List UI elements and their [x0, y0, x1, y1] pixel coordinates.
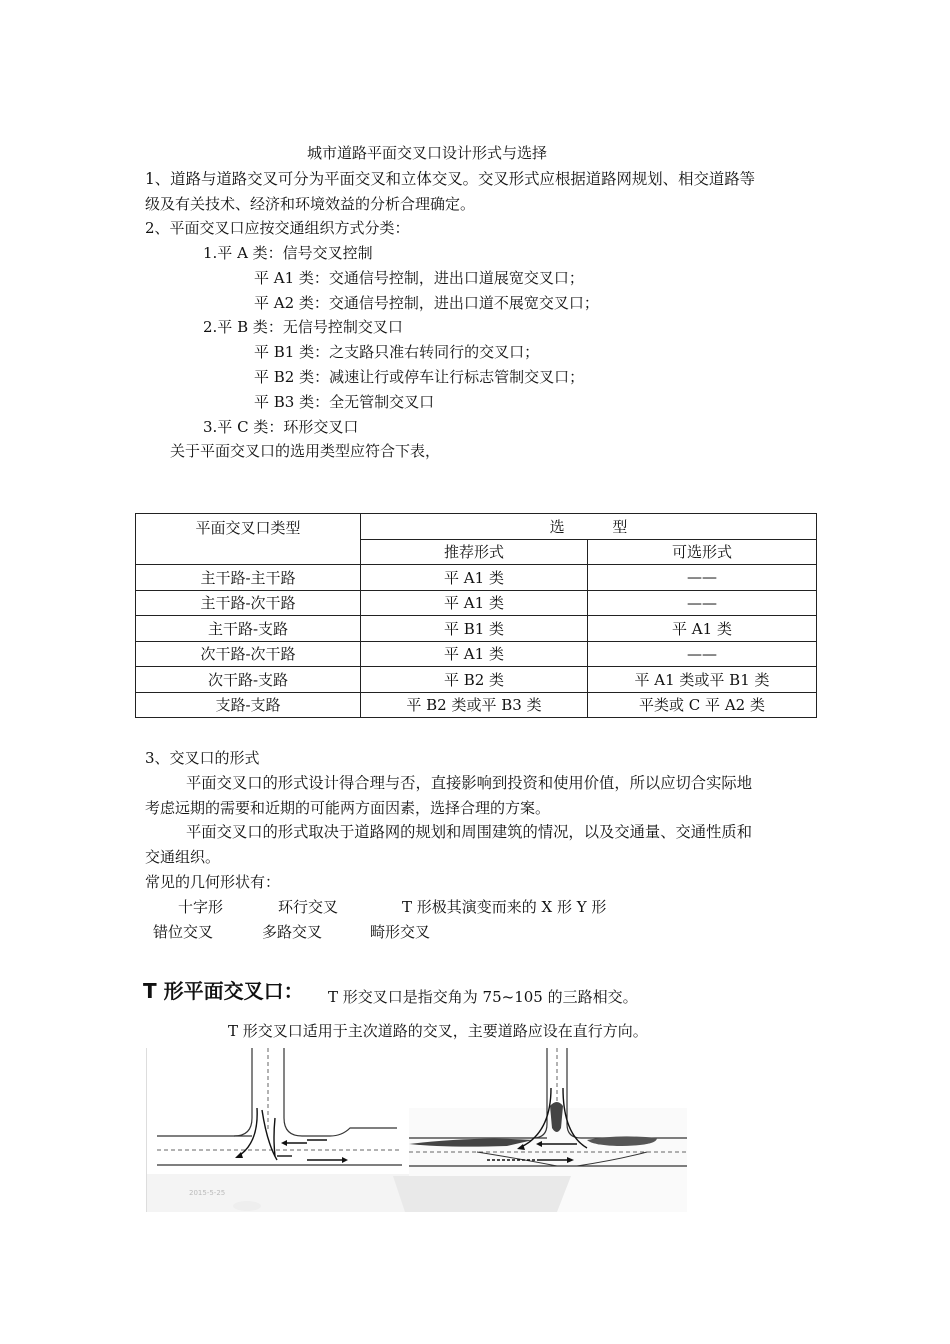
- shape-roundabout: 环行交叉: [278, 898, 339, 916]
- shape-t-derived: T 形极其演变而来的 X 形 Y 形: [402, 898, 607, 916]
- paragraph-1-line-1: 1、道路与道路交叉可分为平面交叉和立体交叉。交叉形式应根据道路网规划、相交道路等: [145, 170, 756, 188]
- row-recommended-cell: 平 B2 类: [361, 667, 588, 693]
- table-row: [136, 590, 817, 616]
- paragraph-1-line-2: 级及有关技术、经济和环境效益的分析合理确定。: [145, 195, 476, 213]
- row-recommended-cell: 平 A1 类: [361, 641, 588, 667]
- row-optional-cell: ——: [588, 590, 817, 616]
- row-recommended-cell: 平 A1 类: [361, 590, 588, 616]
- table-row: [136, 565, 817, 591]
- t-intersection-heading: T 形平面交叉口：: [143, 979, 304, 1003]
- row-type-cell: 次干路-支路: [136, 667, 361, 693]
- table-row: [136, 641, 817, 667]
- t-intersection-usage: T 形交叉口适用于主次道路的交叉，主要道路应设在直行方向。: [228, 1022, 648, 1040]
- row-type-cell: 主干路-支路: [136, 616, 361, 642]
- row-recommended-cell: 平 A1 类: [361, 565, 588, 591]
- intersection-selection-table: [135, 513, 817, 718]
- table-row: [136, 616, 817, 642]
- shape-cross: 十字形: [178, 898, 224, 916]
- class-b3: 平 B3 类：全无管制交叉口: [254, 393, 435, 411]
- row-type-cell: 次干路-次干路: [136, 641, 361, 667]
- row-optional-cell: 平 A1 类或平 B1 类: [588, 667, 817, 693]
- row-recommended-cell: 平 B1 类: [361, 616, 588, 642]
- row-type-cell: 主干路-主干路: [136, 565, 361, 591]
- table-row: [136, 667, 817, 693]
- paragraph-3a-line-1: 平面交叉口的形式设计得合理与否，直接影响到投资和使用价值，所以应切合实际地: [186, 774, 752, 792]
- paragraph-2: 2、平面交叉口应按交通组织方式分类：: [145, 219, 410, 237]
- class-b1: 平 B1 类：之支路只准右转同行的交叉口；: [254, 343, 540, 361]
- row-type-cell: 主干路-次干路: [136, 590, 361, 616]
- header-recommended: 推荐形式: [361, 539, 588, 565]
- paragraph-3a-line-2: 考虑远期的需要和近期的可能两方面因素，选择合理的方案。: [145, 799, 551, 817]
- shape-multi-way: 多路交叉: [262, 923, 323, 941]
- row-optional-cell: ——: [588, 641, 817, 667]
- row-type-cell: 支路-支路: [136, 692, 361, 718]
- page-title: 城市道路平面交叉口设计形式与选择: [307, 144, 548, 162]
- figure-date: 2015-5-25: [189, 1189, 226, 1197]
- class-c: 3.平 C 类：环形交叉口: [203, 418, 359, 436]
- class-b2: 平 B2 类：减速让行或停车让行标志管制交叉口；: [254, 368, 585, 386]
- header-optional: 可选形式: [588, 539, 817, 565]
- t-intersection-figure: [146, 1048, 687, 1212]
- header-type: 平面交叉口类型: [136, 514, 361, 565]
- shape-irregular: 畸形交叉: [370, 923, 431, 941]
- class-b: 2.平 B 类：无信号控制交叉口: [203, 318, 403, 336]
- class-a: 1.平 A 类：信号交叉控制: [203, 244, 373, 262]
- t-intersection-definition: T 形交叉口是指交角为 75~105 的三路相交。: [328, 988, 638, 1006]
- paragraph-3b-line-1: 平面交叉口的形式取决于道路网的规划和周围建筑的情况，以及交通量、交通性质和: [186, 823, 752, 841]
- row-optional-cell: 平类或 C 平 A2 类: [588, 692, 817, 718]
- shapes-intro: 常见的几何形状有：: [145, 873, 281, 891]
- section-3-heading: 3、交叉口的形式: [145, 749, 260, 767]
- table-row: [136, 692, 817, 718]
- row-recommended-cell: 平 B2 类或平 B3 类: [361, 692, 588, 718]
- class-a1: 平 A1 类：交通信号控制，进出口道展宽交叉口；: [254, 269, 584, 287]
- paragraph-3b-line-2: 交通组织。: [145, 848, 221, 866]
- row-optional-cell: ——: [588, 565, 817, 591]
- shape-offset: 错位交叉: [153, 923, 214, 941]
- class-a2: 平 A2 类：交通信号控制，进出口道不展宽交叉口；: [254, 294, 599, 312]
- t-intersection-diagram: [147, 1048, 687, 1212]
- row-optional-cell: 平 A1 类: [588, 616, 817, 642]
- header-select: 选 型: [361, 514, 817, 540]
- table-intro: 关于平面交叉口的选用类型应符合下表，: [170, 442, 441, 460]
